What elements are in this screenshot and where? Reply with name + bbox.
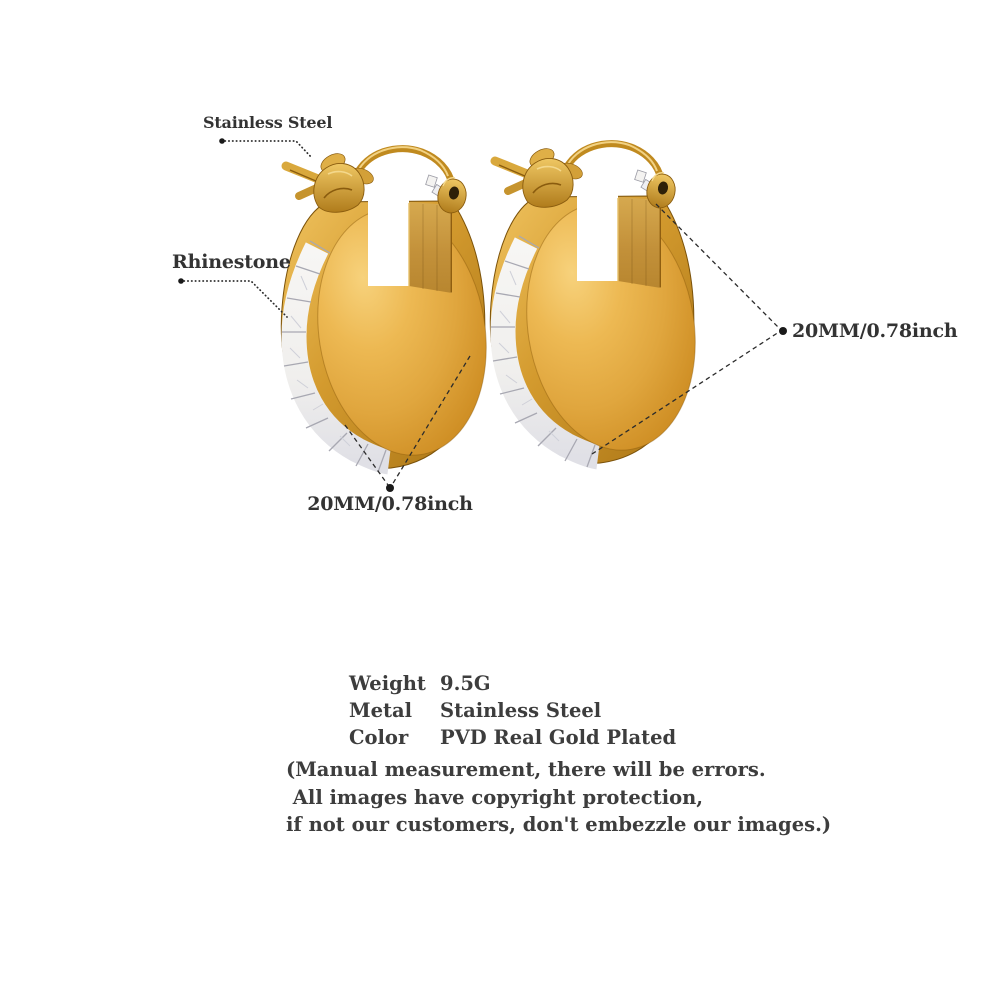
leader-stone [184,281,287,317]
leader-material [225,141,312,158]
spec-value-metal: Stainless Steel [440,698,602,722]
spec-label-color: Color [349,725,409,749]
dot-stone [178,278,184,284]
rhinestone-label: Rhinestone [172,251,291,273]
disclaimer-line-1: (Manual measurement, there will be errors. [286,758,766,781]
spec-label-metal: Metal [349,698,413,722]
earring-right [490,142,712,467]
size-width-label: 20MM/0.78inch [307,493,473,515]
spec-label-weight: Weight [349,672,426,695]
spec-value-color: PVD Real Gold Plated [440,725,677,749]
disclaimer-line-3: if not our customers, don't embezzle our images.) [286,813,832,837]
size-height-label: 20MM/0.78inch [792,320,958,342]
spec-row-metal [349,698,676,725]
earring [281,147,503,472]
dot-size-right [779,327,787,335]
spec-row-color [349,725,676,752]
dot-material [219,138,225,144]
earring-notch [368,194,409,286]
earring-column [409,202,452,293]
material-label: Stainless Steel [203,113,333,132]
spec-row-weight [349,671,676,698]
spec-table [349,671,676,751]
disclaimer [286,756,831,839]
disclaimer-line-2: All images have copyright protection, [286,785,704,809]
spec-value-weight: 9.5G [440,672,491,695]
dot-size-bottom [386,484,394,492]
